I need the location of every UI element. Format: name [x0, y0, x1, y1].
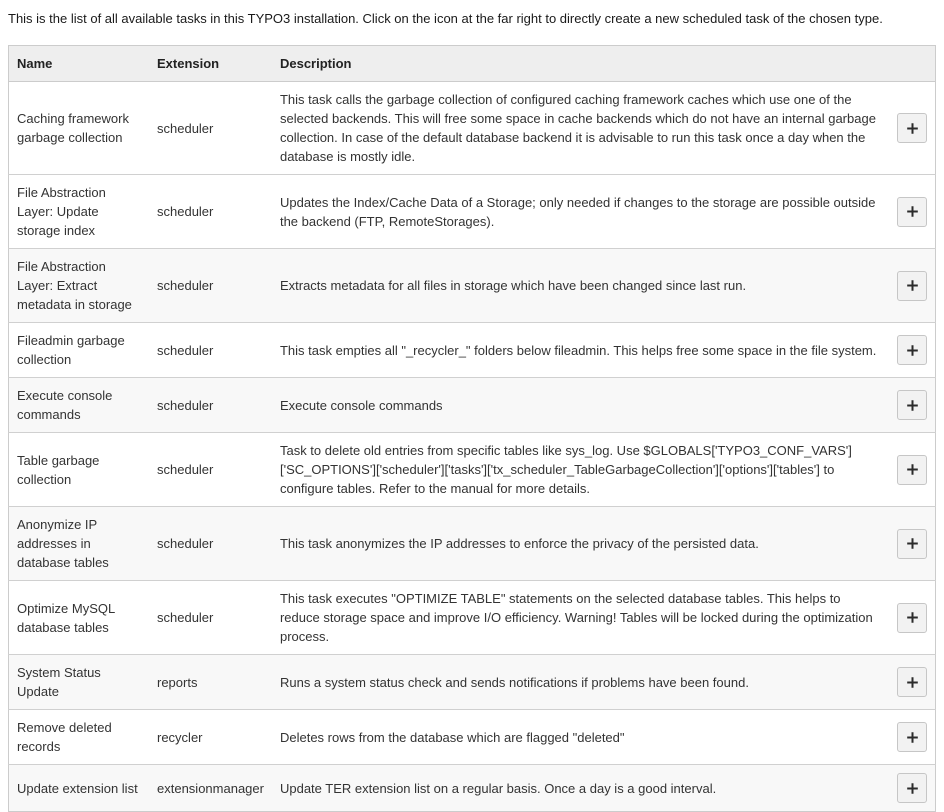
column-header-action	[889, 46, 936, 82]
task-description: This task calls the garbage collection of configured caching framework caches which use one of the selected backends. This will free some space in cache backends which do not have an internal garbage collection. In case of the default database backend it is advisable to run this task once a day when the database is mostly idle.	[279, 92, 876, 164]
task-action-cell	[889, 323, 936, 378]
task-extension: scheduler	[157, 204, 214, 219]
task-name: Anonymize IP addresses in database tables	[17, 517, 109, 570]
column-header-extension: Extension	[149, 46, 272, 82]
add-task-button[interactable]	[897, 773, 927, 803]
add-task-button[interactable]	[897, 455, 927, 485]
task-description: Update TER extension list on a regular basis. Once a day is a good interval.	[279, 780, 717, 796]
task-action-cell	[889, 175, 936, 249]
plus-icon	[906, 676, 919, 689]
task-description: This task empties all "_recycler_" folders below fileadmin. This helps free some space in the file system.	[279, 342, 877, 358]
plus-icon	[906, 279, 919, 292]
table-row	[9, 655, 936, 710]
table-row	[9, 175, 936, 249]
task-extension: scheduler	[157, 536, 214, 551]
plus-icon	[906, 205, 919, 218]
task-extension: recycler	[157, 729, 203, 745]
task-action-cell	[889, 581, 936, 655]
task-name: Table garbage collection	[17, 452, 100, 487]
add-task-button[interactable]	[897, 603, 927, 633]
task-extension: extensionmanager	[157, 780, 264, 796]
table-row	[9, 433, 936, 507]
task-action-cell	[889, 710, 936, 765]
table-header-row	[9, 46, 936, 82]
add-task-button[interactable]	[897, 335, 927, 365]
task-name: File Abstraction Layer: Update storage index	[17, 185, 106, 238]
task-name: System Status Update	[17, 665, 101, 699]
task-description: Updates the Index/Cache Data of a Storage; only needed if changes to the storage are possible outside the backend (FTP, RemoteStorages).	[279, 194, 876, 229]
task-name: Optimize MySQL database tables	[17, 600, 115, 635]
task-action-cell	[889, 378, 936, 433]
plus-icon	[906, 611, 919, 624]
plus-icon	[906, 537, 919, 550]
table-row	[9, 323, 936, 378]
table-body	[9, 82, 936, 812]
task-name: Update extension list	[17, 780, 138, 796]
task-description: This task anonymizes the IP addresses to enforce the privacy of the persisted data.	[279, 536, 759, 551]
column-header-name: Name	[9, 46, 150, 82]
available-tasks-table	[8, 45, 936, 812]
task-name: Fileadmin garbage collection	[17, 333, 125, 367]
add-task-button[interactable]	[897, 390, 927, 420]
plus-icon	[906, 463, 919, 476]
task-extension: scheduler	[157, 278, 214, 293]
task-extension: scheduler	[157, 462, 214, 477]
plus-icon	[906, 782, 919, 795]
plus-icon	[906, 731, 919, 744]
task-extension: scheduler	[157, 120, 214, 136]
task-description: This task executes "OPTIMIZE TABLE" statements on the selected database tables. This helps to reduce storage space and improve I/O efficiency. Warning! Tables will be locked during the optimization process.	[279, 591, 873, 644]
task-name: Caching framework garbage collection	[17, 111, 129, 145]
add-task-button[interactable]	[897, 529, 927, 559]
task-action-cell	[889, 655, 936, 710]
task-extension: scheduler	[157, 342, 214, 358]
plus-icon	[906, 344, 919, 357]
table-row	[9, 82, 936, 175]
task-action-cell	[889, 433, 936, 507]
add-task-button[interactable]	[897, 667, 927, 697]
table-row	[9, 765, 936, 812]
add-task-button[interactable]	[897, 197, 927, 227]
add-task-button[interactable]	[897, 271, 927, 301]
task-name: File Abstraction Layer: Extract metadata in storage	[17, 259, 132, 312]
task-extension: scheduler	[157, 397, 214, 413]
intro-text: This is the list of all available tasks in this TYPO3 installation. Click on the icon at the far right to directly create a new scheduled task of the chosen type.	[8, 11, 883, 26]
task-extension: scheduler	[157, 610, 214, 625]
table-row	[9, 507, 936, 581]
plus-icon	[906, 122, 919, 135]
table-row	[9, 378, 936, 433]
column-header-description: Description	[272, 46, 889, 82]
task-name: Execute console commands	[17, 388, 113, 422]
task-description: Extracts metadata for all files in storage which have been changed since last run.	[279, 278, 747, 293]
table-header	[9, 46, 936, 82]
task-action-cell	[889, 249, 936, 323]
available-tasks-page	[0, 8, 944, 812]
task-extension: reports	[157, 674, 198, 690]
task-action-cell	[889, 82, 936, 175]
task-name: Remove deleted records	[17, 720, 112, 754]
task-description: Deletes rows from the database which are flagged "deleted"	[279, 729, 625, 745]
table-row	[9, 710, 936, 765]
task-description: Task to delete old entries from specific tables like sys_log. Use $GLOBALS['TYPO3_CONF_VARS']['SC_OPTIONS']['scheduler']['tasks']['tx_scheduler_TableGarbageCollection']['options']['tables'] to configure tables. Refer to the manual for more details.	[279, 443, 852, 496]
plus-icon	[906, 399, 919, 412]
table-row	[9, 581, 936, 655]
task-description: Execute console commands	[279, 397, 443, 413]
table-row	[9, 249, 936, 323]
add-task-button[interactable]	[897, 113, 927, 143]
add-task-button[interactable]	[897, 722, 927, 752]
task-description: Runs a system status check and sends notifications if problems have been found.	[279, 674, 749, 690]
task-action-cell	[889, 765, 936, 812]
task-action-cell	[889, 507, 936, 581]
